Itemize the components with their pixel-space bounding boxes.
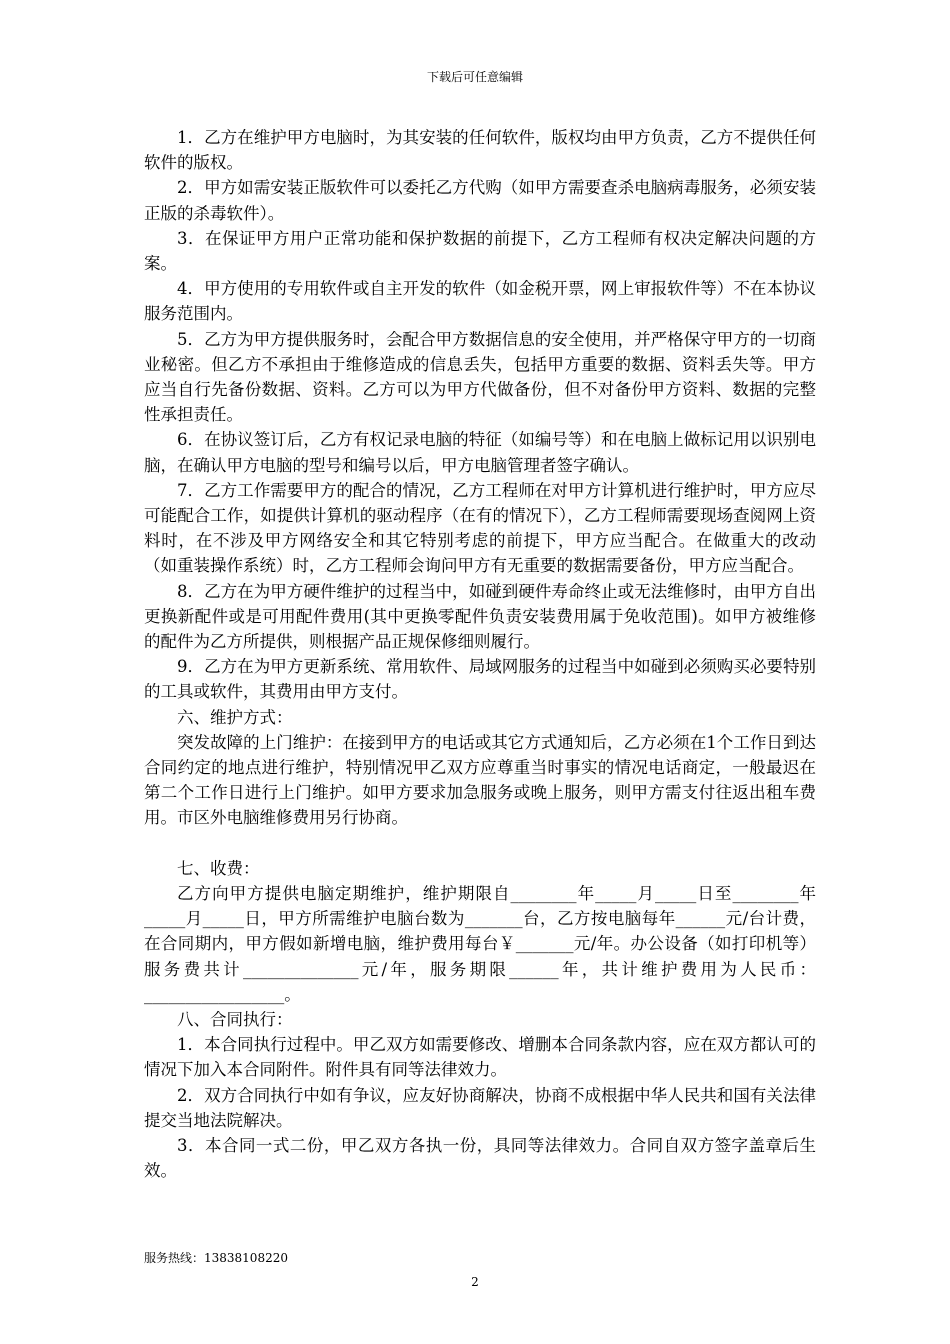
clause-4: 4．甲方使用的专用软件或自主开发的软件（如金税开票，网上审报软件等）不在本协议服务范围内。 bbox=[144, 279, 816, 324]
section-8-clause-3: 3．本合同一式二份，甲乙双方各执一份，具同等法律效力。合同自双方签字盖章后生效。 bbox=[144, 1135, 816, 1181]
clause-5: 5．乙方为甲方提供服务时，会配合甲方数据信息的安全使用，并严格保守甲方的一切商业秘密。但乙方不承担由于维修造成的信息丢失，包括甲方重要的数据、资料丢失等。甲方应当自行先备份数据、资料。乙方可以为甲方代做备份，但不对备份甲方资料、数据的完整性承担责任。 bbox=[144, 329, 816, 425]
page-header-note: 下载后可任意编辑 bbox=[426, 70, 523, 84]
service-hotline: 服务热线：13838108220 bbox=[144, 1251, 288, 1265]
section-6-title: 六、维护方式： bbox=[177, 707, 293, 727]
clause-9: 9．乙方在为甲方更新系统、常用软件、局域网服务的过程当中如碰到必须购买必要特别的工具或软件，其费用由甲方支付。 bbox=[144, 657, 816, 702]
page-number: 2 bbox=[471, 1275, 479, 1289]
clause-8: 8．乙方在为甲方硬件维护的过程当中，如碰到硬件寿命终止或无法维修时，由甲方自出更换新配件或是可用配件费用(其中更换零配件负责安装费用属于免收范围)。如甲方被维修的配件为乙方所提供，则根据产品正规保修细则履行。 bbox=[144, 581, 816, 652]
section-6-body: 突发故障的上门维护：在接到甲方的电话或其它方式通知后，乙方必须在1个工作日到达合同约定的地点进行维护，特别情况甲乙双方应尊重当时事实的情况电话商定，一般最迟在第二个工作日进行上门维护。如甲方要求加急服务或晚上服务，则甲方需支付往返出租车费用。市区外电脑维修费用另行协商。 bbox=[144, 732, 816, 828]
clause-2: 2．甲方如需安装正版软件可以委托乙方代购（如甲方需要查杀电脑病毒服务，必须安装正版的杀毒软件）。 bbox=[144, 178, 816, 223]
clause-1: 1．乙方在维护甲方电脑时，为其安装的任何软件，版权均由甲方负责，乙方不提供任何软件的版权。 bbox=[144, 128, 816, 173]
clause-7: 7．乙方工作需要甲方的配合的情况，乙方工程师在对甲方计算机进行维护时，甲方应尽可能配合工作，如提供计算机的驱动程序（在有的情况下），乙方工程师需要现场查阅网上资料时，在不涉及甲方网络安全和其它特别考虑的前提下，甲方应当配合。在做重大的改动（如重装操作系统）时，乙方工程师会询问甲方有无重要的数据需要备份，甲方应当配合。 bbox=[144, 480, 816, 576]
spacer bbox=[144, 831, 816, 856]
section-8-clause-1: 1．本合同执行过程中。甲乙双方如需要修改、增删本合同条款内容，应在双方都认可的情况下加入本合同附件。附件具有同等法律效力。 bbox=[144, 1035, 816, 1080]
section-7-body: 乙方向甲方提供电脑定期维护，维护期限自________年_____月_____日至________年_____月_____日，甲方所需维护电脑台数为_______台，乙方按电脑每年______元/台计费，在合同期内，甲方假如新增电脑，维护费用每台￥_______元/年。办公设备（如打印机等）服务费共计______________元/年，服务期限______年，共计维护费用为人民币：_________________。 bbox=[144, 883, 816, 1004]
section-7-title: 七、收费： bbox=[177, 858, 260, 878]
document-body bbox=[144, 125, 816, 1183]
section-8-clause-2: 2．双方合同执行中如有争议，应友好协商解决，协商不成根据中华人民共和国有关法律提交当地法院解决。 bbox=[144, 1085, 816, 1130]
section-8-title: 八、合同执行： bbox=[177, 1009, 293, 1029]
clause-3: 3．在保证甲方用户正常功能和保护数据的前提下，乙方工程师有权决定解决问题的方案。 bbox=[144, 228, 816, 274]
clause-6: 6．在协议签订后，乙方有权记录电脑的特征（如编号等）和在电脑上做标记用以识别电脑，在确认甲方电脑的型号和编号以后，甲方电脑管理者签字确认。 bbox=[144, 430, 816, 475]
